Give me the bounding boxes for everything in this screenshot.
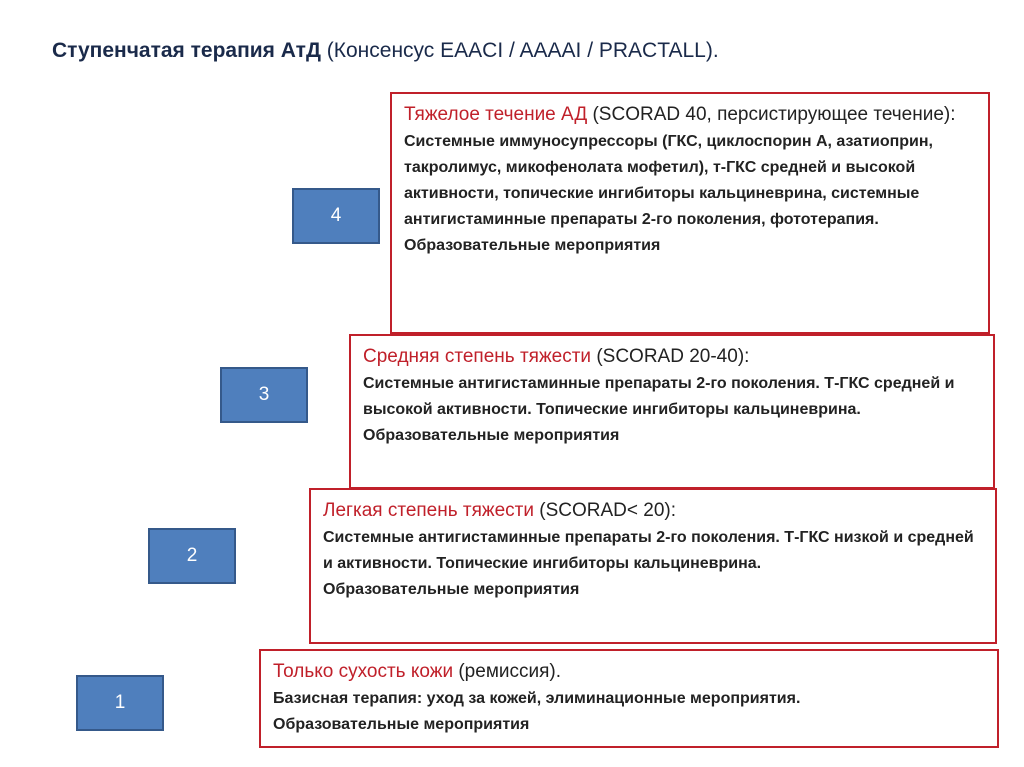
severity-detail: (SCORAD 40, персистирующее течение):: [587, 104, 956, 125]
severity-label: Только сухость кожи: [273, 661, 454, 682]
step-4-badge: [292, 188, 380, 244]
severity-label: Легкая степень тяжести: [323, 500, 534, 521]
step-2-badge: [148, 528, 236, 584]
step-number: 2: [186, 545, 198, 566]
step-3-card: [349, 334, 995, 489]
page-title: [52, 38, 719, 64]
education-text: Образовательные мероприятия: [404, 237, 661, 254]
step-4-card: [390, 92, 990, 334]
step-3-badge: [220, 367, 308, 423]
step-number: 3: [258, 384, 270, 405]
therapy-text: Базисная терапия: уход за кожей, элиминационные мероприятия.: [273, 690, 801, 707]
step-heading: [273, 659, 985, 684]
therapy-text: Системные антигистаминные препараты 2-го поколения. Т-ГКС средней и высокой активности. Топические ингибиторы кальциневрина.: [363, 375, 955, 418]
step-1-badge: [76, 675, 164, 731]
step-heading: [363, 344, 981, 369]
title-consensus: (Консенсус EAACI / AAAAI / PRACTALL).: [320, 39, 719, 62]
therapy-text: Системные иммуносупрессоры (ГКС, циклоспорин А, азатиоприн, такролимус, микофенолата мофетил), т-ГКС средней и высокой активности, топические ингибиторы кальциневрина, системные антигистаминные препараты 2-го поколения, фототерапия.: [404, 133, 933, 228]
education-text: Образовательные мероприятия: [363, 427, 620, 444]
step-2-card: [309, 488, 997, 644]
therapy-text: Системные антигистаминные препараты 2-го поколения. Т-ГКС низкой и средней и активности. Топические ингибиторы кальциневрина.: [323, 529, 974, 572]
severity-detail: (SCORAD 20-40):: [591, 346, 750, 367]
step-number: 1: [114, 692, 126, 713]
education-text: Образовательные мероприятия: [323, 581, 580, 598]
severity-detail: (ремиссия).: [453, 661, 562, 682]
education-text: Образовательные мероприятия: [273, 716, 530, 733]
severity-label: Тяжелое течение АД: [404, 104, 588, 125]
step-number: 4: [330, 205, 342, 226]
step-heading: [323, 498, 983, 523]
severity-label: Средняя степень тяжести: [363, 346, 592, 367]
severity-detail: (SCORAD< 20):: [534, 500, 677, 521]
title-main: Ступенчатая терапия АтД: [52, 39, 321, 62]
step-1-card: [259, 649, 999, 748]
step-heading: [404, 102, 976, 127]
